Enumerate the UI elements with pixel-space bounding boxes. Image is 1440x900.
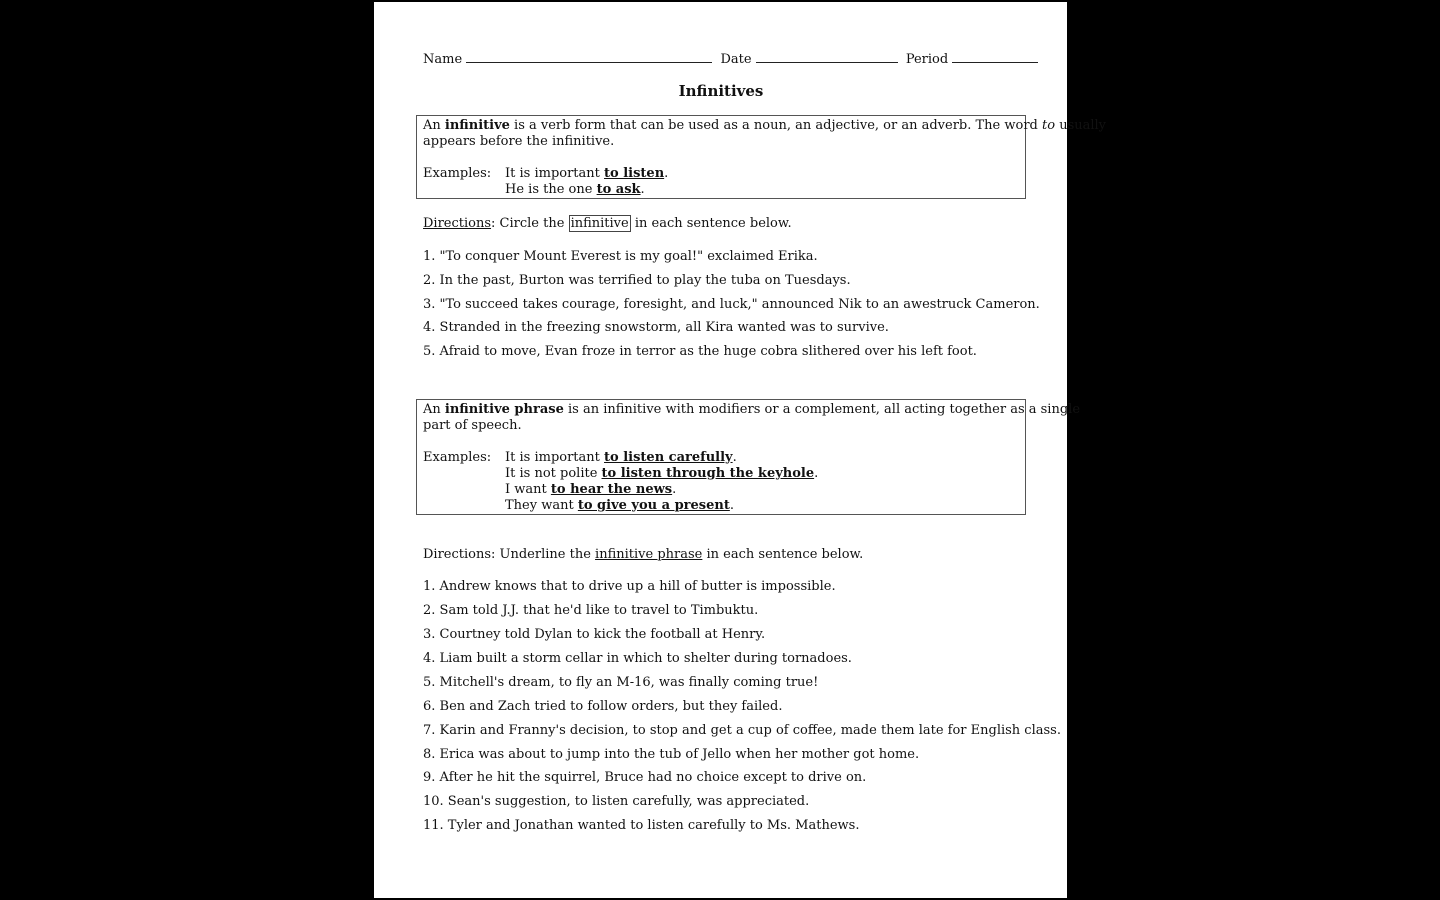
list-item: 1. Andrew knows that to drive up a hill of butter is impossible.: [423, 579, 836, 594]
example-line: He is the one to ask.: [505, 182, 645, 197]
examples-label: Examples:: [423, 450, 492, 465]
definition-box-infinitive-phrase: [416, 399, 1081, 515]
example-phrase: to listen carefully: [604, 450, 733, 465]
underlined-term: infinitive phrase: [595, 547, 703, 562]
directions-underline: Directions: Underline the infinitive phrase in each sentence below.: [423, 547, 864, 562]
list-item: 11. Tyler and Jonathan wanted to listen carefully to Ms. Mathews.: [423, 818, 860, 833]
example-line: It is important to listen.: [505, 166, 669, 181]
list-item: 7. Karin and Franny's decision, to stop and get a cup of coffee, made them late for English class.: [423, 723, 1061, 738]
definition-text: An infinitive is a verb form that can be used as a noun, an adjective, or an adverb. The word to usually: [423, 118, 1107, 133]
date-label: Date: [720, 52, 752, 67]
list-item: 10. Sean's suggestion, to listen carefully, was appreciated.: [423, 794, 810, 809]
definition-text-line2: appears before the infinitive.: [423, 134, 615, 149]
list-item: 8. Erica was about to jump into the tub of Jello when her mother got home.: [423, 747, 920, 762]
examples-label: Examples:: [423, 166, 492, 181]
list-item: 4. Liam built a storm cellar in which to shelter during tornadoes.: [423, 651, 852, 666]
example-phrase: to listen through the keyhole: [601, 466, 815, 481]
example-line: I want to hear the news.: [505, 482, 677, 497]
list-item: 6. Ben and Zach tried to follow orders, but they failed.: [423, 699, 783, 714]
definition-text: An infinitive phrase is an infinitive with modifiers or a complement, all acting together as a single: [423, 402, 1081, 417]
list-item: 3. "To succeed takes courage, foresight, and luck," announced Nik to an awestruck Cameron.: [423, 297, 1040, 312]
name-blank: [466, 50, 712, 63]
header-line: [423, 50, 1038, 67]
directions-label: Directions: [423, 216, 492, 231]
list-item: 9. After he hit the squirrel, Bruce had no choice except to drive on.: [423, 770, 867, 785]
term-infinitive-phrase: infinitive phrase: [444, 402, 564, 417]
term-infinitive: infinitive: [444, 118, 510, 133]
example-phrase: to give you a present: [577, 498, 730, 513]
example-infinitive: to ask: [596, 182, 641, 197]
example-infinitive: to listen: [604, 166, 665, 181]
period-blank: [952, 50, 1038, 63]
list-item: 4. Stranded in the freezing snowstorm, all Kira wanted was to survive.: [423, 320, 889, 335]
example-line: It is not polite to listen through the keyhole.: [505, 466, 819, 481]
date-blank: [756, 50, 898, 63]
circled-term: infinitive: [570, 216, 629, 231]
list-item: 5. Afraid to move, Evan froze in terror as the huge cobra slithered over his left foot.: [423, 344, 977, 359]
list-item: 1. "To conquer Mount Everest is my goal!" exclaimed Erika.: [423, 249, 818, 264]
list-item: 2. Sam told J.J. that he'd like to travel to Timbuktu.: [423, 603, 759, 618]
list-item: 5. Mitchell's dream, to fly an M-16, was finally coming true!: [423, 675, 819, 690]
worksheet-page: [374, 2, 1107, 898]
definition-box-infinitive: [416, 115, 1107, 199]
name-label: Name: [423, 52, 463, 67]
example-line: They want to give you a present.: [505, 498, 734, 513]
term-to: to: [1042, 118, 1056, 133]
directions-circle: Directions: Circle the infinitive in each sentence below.: [423, 216, 792, 231]
list-item: 2. In the past, Burton was terrified to play the tuba on Tuesdays.: [423, 273, 851, 288]
example-phrase: to hear the news: [550, 482, 673, 497]
period-label: Period: [905, 52, 949, 67]
definition-text-line2: part of speech.: [423, 418, 522, 433]
page-title: Infinitives: [678, 82, 764, 100]
list-item: 3. Courtney told Dylan to kick the football at Henry.: [423, 627, 766, 642]
example-line: It is important to listen carefully.: [505, 450, 737, 465]
